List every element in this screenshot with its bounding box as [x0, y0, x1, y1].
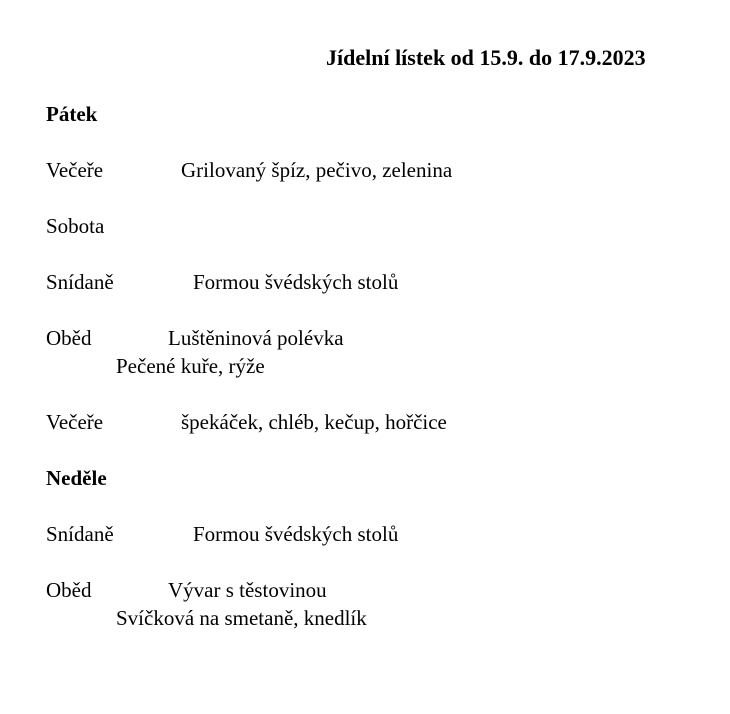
meal-item-sunday-lunch-2: Svíčková na smetaně, knedlík — [116, 606, 367, 630]
page-title: Jídelní lístek od 15.9. do 17.9.2023 — [326, 45, 646, 70]
meal-label-saturday-breakfast: Snídaně — [46, 270, 114, 294]
meal-item-friday-dinner-1: Grilovaný špíz, pečivo, zelenina — [181, 158, 453, 182]
meal-label-sunday-lunch: Oběd — [46, 578, 92, 602]
day-heading-saturday: Sobota — [46, 214, 105, 238]
meal-item-saturday-lunch-1: Luštěninová polévka — [168, 326, 344, 350]
meal-item-saturday-lunch-2: Pečené kuře, rýže — [116, 354, 265, 378]
meal-item-saturday-breakfast-1: Formou švédských stolů — [193, 270, 399, 294]
meal-label-saturday-lunch: Oběd — [46, 326, 92, 350]
meal-label-sunday-breakfast: Snídaně — [46, 522, 114, 546]
day-heading-sunday: Neděle — [46, 466, 107, 490]
day-heading-friday: Pátek — [46, 102, 98, 126]
meal-label-saturday-dinner: Večeře — [46, 410, 104, 434]
meal-item-sunday-lunch-1: Vývar s těstovinou — [168, 578, 327, 602]
meal-item-sunday-breakfast-1: Formou švédských stolů — [193, 522, 399, 546]
meal-item-saturday-dinner-1: špekáček, chléb, kečup, hořčice — [181, 410, 447, 434]
meal-label-friday-dinner: Večeře — [46, 158, 104, 182]
